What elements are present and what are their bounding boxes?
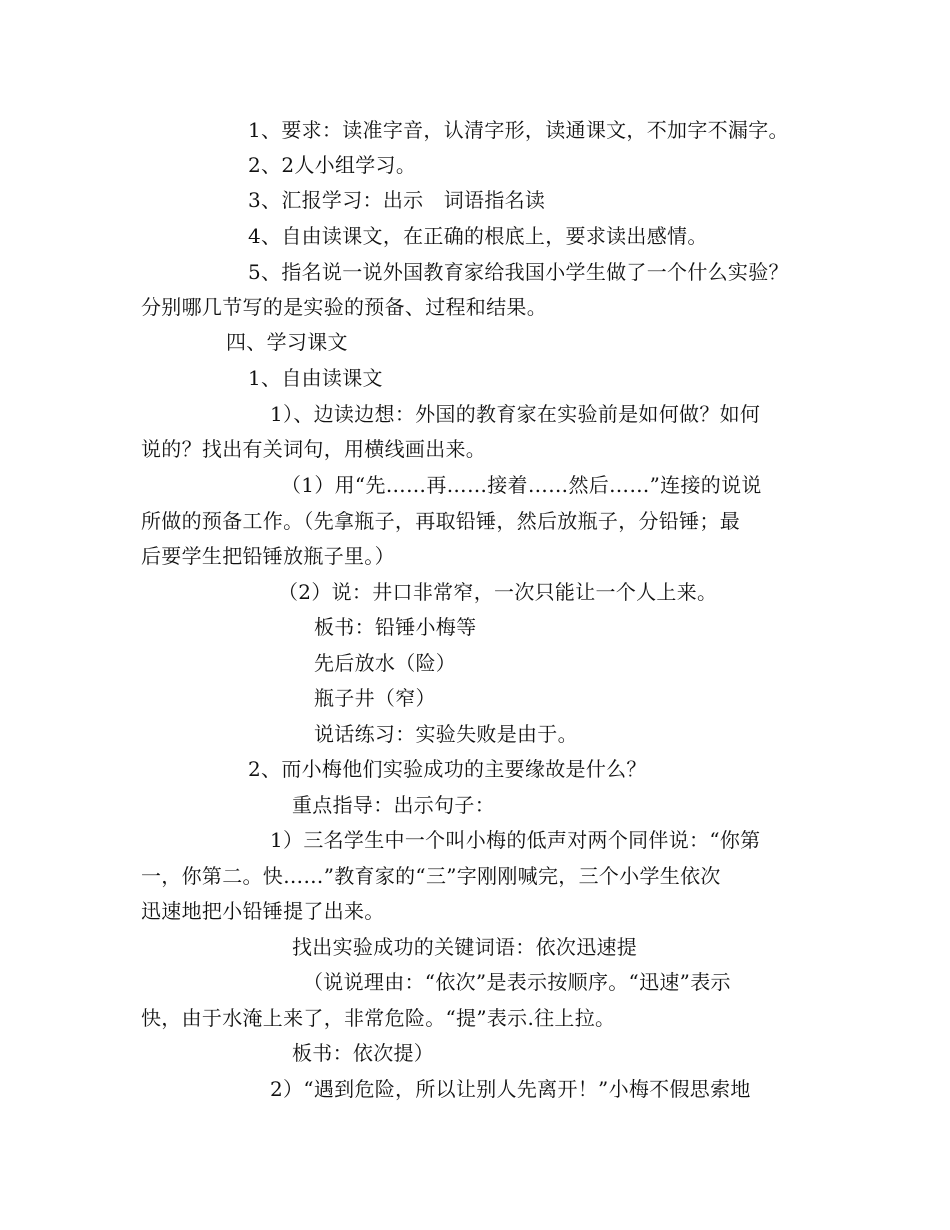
text-line: 后要学生把铅锤放瓶子里。） <box>141 544 395 568</box>
text-line: 1、要求：读准字音，认清字形，读通课文，不加字不漏字。 <box>248 118 789 142</box>
text-line: 一，你第二。快……”教育家的“三”字刚刚喊完，三个小学生依次 <box>141 864 721 888</box>
text-line: 迅速地把小铅锤提了出来。 <box>141 899 385 923</box>
text-line: （2）说：井口非常窄，一次只能让一个人上来。 <box>278 580 718 604</box>
text-line: （1）用“先……再……接着……然后……”连接的说说 <box>281 473 762 497</box>
text-line: （说说理由：“依次”是表示按顺序。“迅速”表示 <box>303 970 731 994</box>
text-line: 3、汇报学习：出示 词语指名读 <box>248 188 546 212</box>
text-line: 先后放水（险） <box>314 651 457 675</box>
text-line: 2）“遇到危险，所以让别人先离开！”小梅不假思索地 <box>270 1077 751 1101</box>
text-line: 板书：铅锤小梅等 <box>314 615 477 639</box>
text-line: 5、指名说一说外国教育家给我国小学生做了一个什么实验？ <box>248 260 789 284</box>
text-line: 2、而小梅他们实验成功的主要缘故是什么？ <box>248 757 647 781</box>
section-heading: 四、学习课文 <box>226 330 348 354</box>
text-line: 重点指导：出示句子： <box>292 793 495 817</box>
text-line: 找出实验成功的关键词语：依次迅速提 <box>292 935 638 959</box>
text-line: 说的？找出有关词句，用横线画出来。 <box>141 437 487 461</box>
text-line: 1）、边读边想：外国的教育家在实验前是如何做？如何 <box>270 402 761 426</box>
text-line: 快，由于水淹上来了，非常危险。“提”表示.往上拉。 <box>141 1006 616 1030</box>
text-line: 分别哪几节写的是实验的预备、过程和结果。 <box>141 295 547 319</box>
text-line: 瓶子井（窄） <box>314 686 436 710</box>
text-line: 说话练习：实验失败是由于。 <box>314 722 578 746</box>
text-line: 4、自由读课文，在正确的根底上，要求读出感情。 <box>248 224 708 248</box>
text-line: 2、2人小组学习。 <box>248 153 417 177</box>
text-line: 板书：依次提） <box>292 1041 435 1065</box>
text-line: 1）三名学生中一个叫小梅的低声对两个同伴说：“你第 <box>270 828 761 852</box>
text-line: 1、自由读课文 <box>248 366 383 390</box>
text-line: 所做的预备工作。（先拿瓶子，再取铅锤，然后放瓶子，分铅锤；最 <box>141 509 740 533</box>
